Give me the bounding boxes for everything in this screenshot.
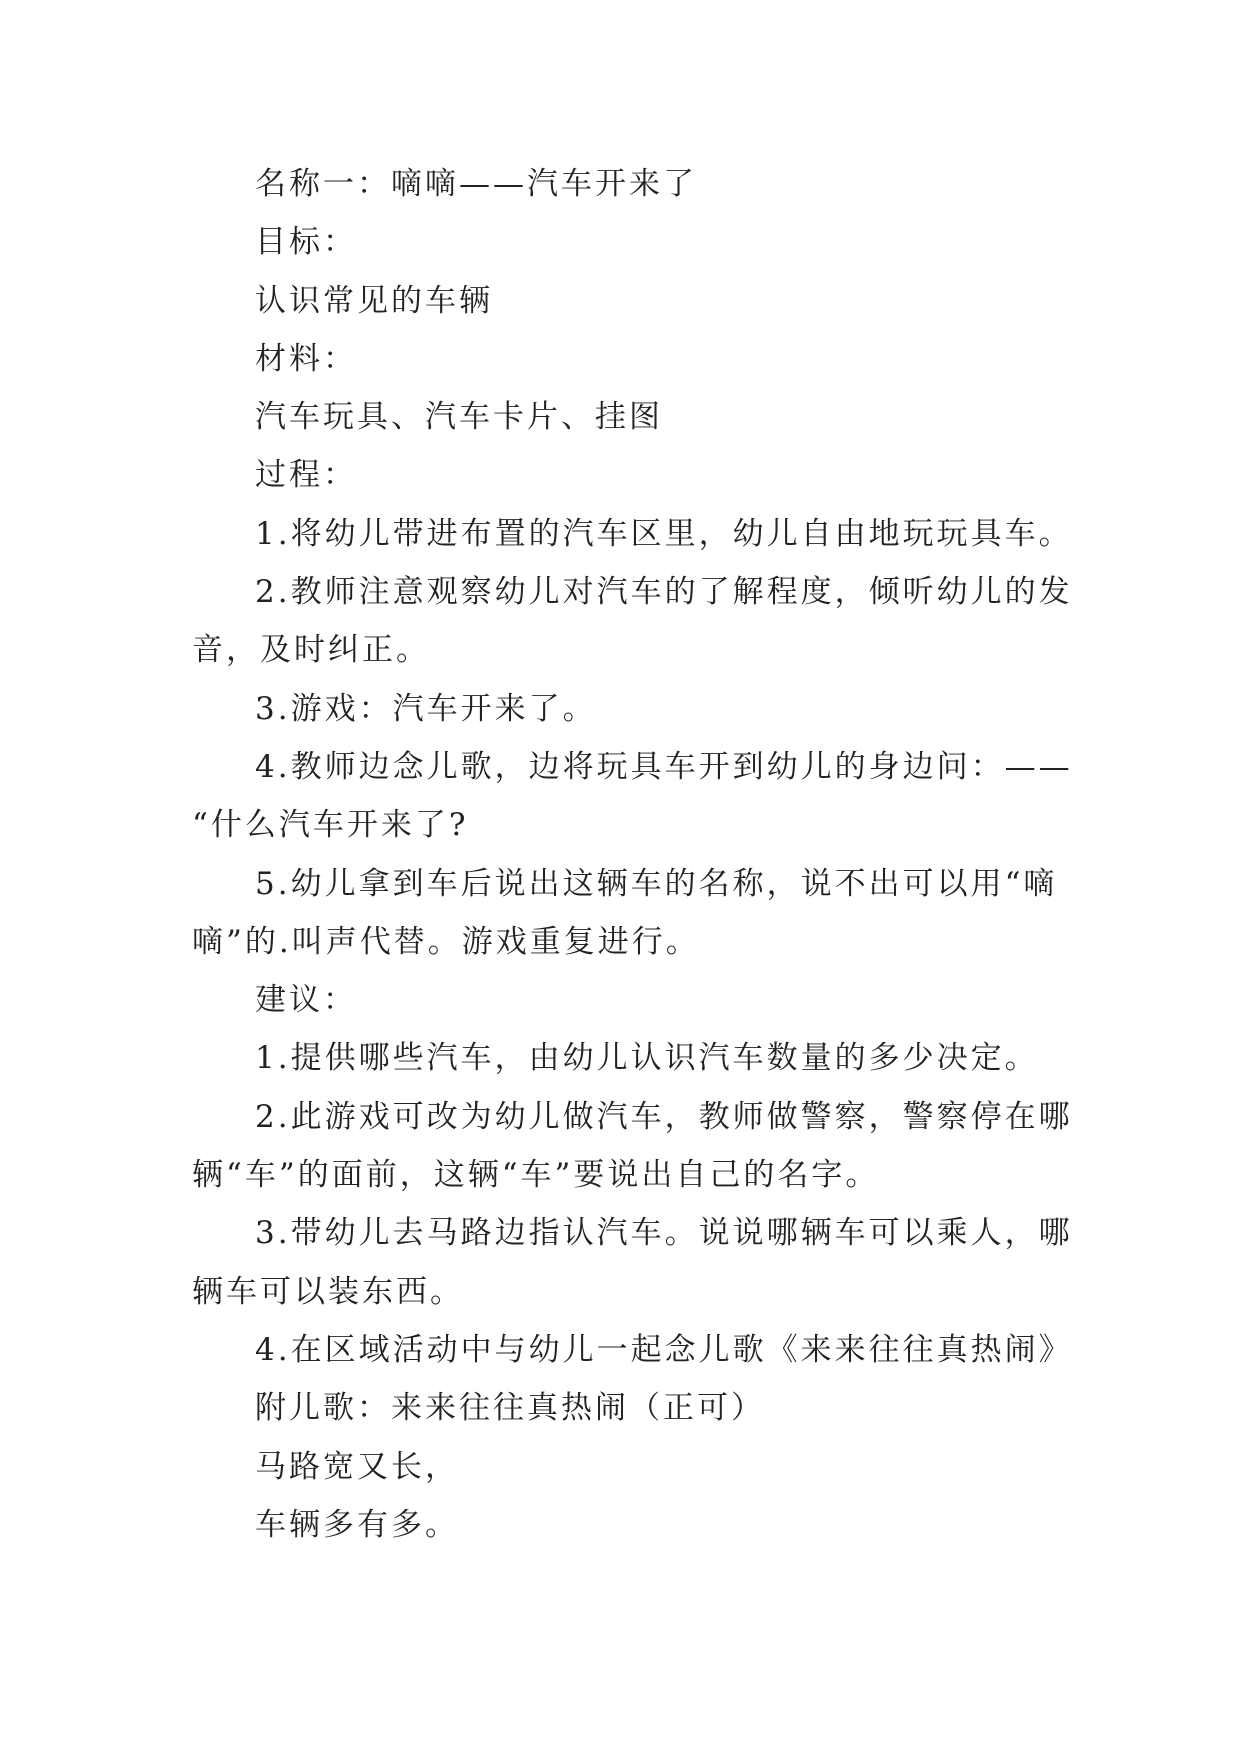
suggestion-3: 3.带幼儿去马路边指认汽车。说说哪辆车可以乘人，哪 <box>255 1215 1073 1251</box>
suggestion-2-cont: 辆“车”的面前，这辆“车”要说出自己的名字。 <box>192 1157 880 1193</box>
materials-text: 汽车玩具、汽车卡片、挂图 <box>255 399 663 435</box>
activity-title: 名称一：嘀嘀——汽车开来了 <box>255 166 697 202</box>
process-step-4-cont: “什么汽车开来了? <box>192 807 469 843</box>
suggestion-heading: 建议： <box>255 982 357 1018</box>
process-step-5-cont: 嘀”的.叫声代替。游戏重复进行。 <box>192 924 700 960</box>
song-line-2: 车辆多有多。 <box>255 1507 459 1543</box>
materials-heading: 材料： <box>255 341 357 377</box>
song-line-1: 马路宽又长， <box>255 1449 459 1485</box>
process-step-1: 1.将幼儿带进布置的汽车区里，幼儿自由地玩玩具车。 <box>255 516 1073 552</box>
song-title: 附儿歌：来来往往真热闹（正可） <box>255 1390 765 1426</box>
process-step-3: 3.游戏：汽车开来了。 <box>255 691 597 727</box>
suggestion-3-cont: 辆车可以装东西。 <box>192 1274 464 1310</box>
suggestion-2: 2.此游戏可改为幼儿做汽车，教师做警察，警察停在哪 <box>255 1099 1073 1135</box>
process-step-5: 5.幼儿拿到车后说出这辆车的名称，说不出可以用“嘀 <box>255 866 1058 902</box>
goal-heading: 目标： <box>255 224 357 260</box>
process-heading: 过程： <box>255 457 357 493</box>
process-step-2-cont: 音，及时纠正。 <box>192 632 430 668</box>
goal-text: 认识常见的车辆 <box>255 283 493 319</box>
suggestion-1: 1.提供哪些汽车，由幼儿认识汽车数量的多少决定。 <box>255 1040 1039 1076</box>
process-step-2: 2.教师注意观察幼儿对汽车的了解程度，倾听幼儿的发 <box>255 574 1073 610</box>
suggestion-4: 4.在区域活动中与幼儿一起念儿歌《来来往往真热闹》 <box>255 1332 1073 1368</box>
process-step-4: 4.教师边念儿歌，边将玩具车开到幼儿的身边问：—— <box>255 749 1073 785</box>
